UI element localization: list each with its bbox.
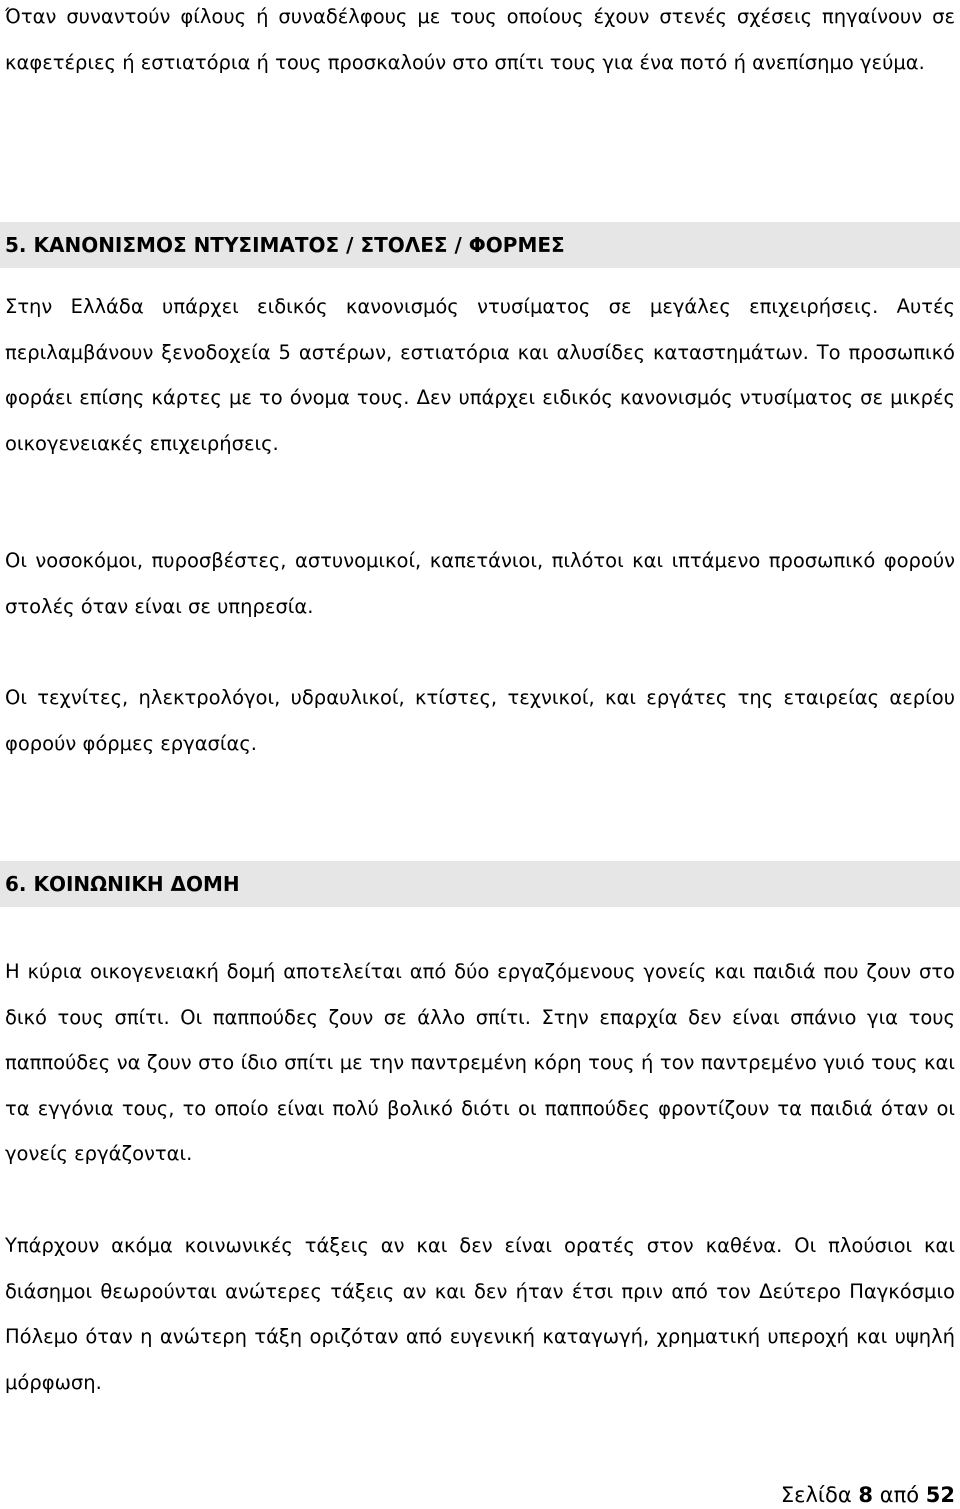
section-5-heading-bar <box>0 222 960 268</box>
footer-current-page: 8 <box>858 1483 874 1507</box>
section-6-paragraph-2: Υπάρχουν ακόμα κοινωνικές τάξεις αν και δεν είναι ορατές στον καθένα. Οι πλούσιοι και διάσημοι θεωρούνται ανώτερες τάξεις αν και δεν ήταν έτσι πριν από τον Δεύτερο Παγκόσμιο Πόλεμο όταν η ανώτερη τάξη οριζόταν από ευγενική καταγωγή, χρηματική υπεροχή και υψηλή μόρφωση. <box>5 1234 955 1394</box>
section-5-heading: 5. ΚΑΝΟΝΙΣΜΟΣ ΝΤΥΣΙΜΑΤΟΣ / ΣΤΟΛΕΣ / ΦΟΡΜΕΣ <box>5 233 565 257</box>
intro-paragraph: Όταν συναντούν φίλους ή συναδέλφους με τους οποίους έχουν στενές σχέσεις πηγαίνουν σε καφετέριες ή εστιατόρια ή τους προσκαλούν στο σπίτι τους για ένα ποτό ή ανεπίσημο γεύμα. <box>5 5 955 74</box>
section-6-paragraph-1: Η κύρια οικογενειακή δομή αποτελείται από δύο εργαζόμενους γονείς και παιδιά που ζουν στο δικό τους σπίτι. Οι παππούδες ζουν σε άλλο σπίτι. Στην επαρχία δεν είναι σπάνιο για τους παππούδες να ζουν στο ίδιο σπίτι με την παντρεμένη κόρη τους ή τον παντρεμένο γυιό τους και τα εγγόνια τους, το οποίο είναι πολύ βολικό διότι οι παππούδες φροντίζουν τα παιδιά όταν οι γονείς εργάζονται. <box>5 960 955 1165</box>
section-5-paragraph-1: Στην Ελλάδα υπάρχει ειδικός κανονισμός ντυσίματος σε μεγάλες επιχειρήσεις. Αυτές περιλαμβάνουν ξενοδοχεία 5 αστέρων, εστιατόρια και αλυσίδες καταστημάτων. Το προσωπικό φοράει επίσης κάρτες με το όνομα τους. Δεν υπάρχει ειδικός κανονισμός ντυσίματος σε μικρές οικογενειακές επιχειρήσεις. <box>5 295 955 455</box>
section-5-paragraph-3: Οι τεχνίτες, ηλεκτρολόγοι, υδραυλικοί, κτίστες, τεχνικοί, και εργάτες της εταιρείας αερίου φορούν φόρμες εργασίας. <box>5 686 955 755</box>
section-6-heading-bar <box>0 861 960 907</box>
page-number-footer <box>781 1482 955 1508</box>
section-6-heading: 6. ΚΟΙΝΩΝΙΚΗ ΔΟΜΗ <box>5 872 240 896</box>
footer-page-word: Σελίδα <box>780 1483 852 1507</box>
footer-total-pages: 52 <box>925 1483 955 1507</box>
section-5-paragraph-2: Οι νοσοκόμοι, πυροσβέστες, αστυνομικοί, καπετάνιοι, πιλότοι και ιπτάμενο προσωπικό φορούν στολές όταν είναι σε υπηρεσία. <box>5 549 955 618</box>
footer-of-word: από <box>879 1483 920 1507</box>
